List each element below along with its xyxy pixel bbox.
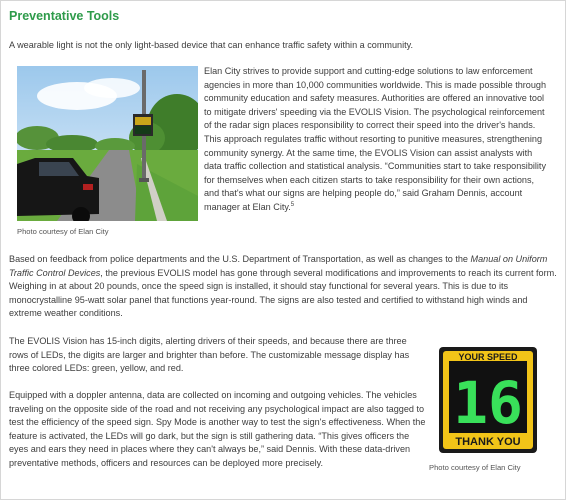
doppler-antenna-paragraph: Equipped with a doppler antenna, data are collected on incoming and outgoing vehicles. The vehicles traveling on the opposite side of the road and not receiving any psychological impact are also tagged to test the efficiency of the speed sign. Spy Mode is another way to test the sign's effectiveness. When the feature is activated, the LEDs will go dark, but the sign is still gathering data. “This gives officers the eyes and ears they need in places where they can't always be,” said Dennis. With these data-driven preventative methods, officers and resources can be deployed more precisely.: [9, 390, 426, 468]
evolis-history-paragraph: [9, 253, 559, 321]
manual-title: Manual on Uniform Traffic Control Devices: [9, 254, 548, 278]
intro-paragraph: A wearable light is not the only light-based device that can enhance traffic safety within a community.: [9, 40, 414, 50]
photo1-caption: Photo courtesy of Elan City: [17, 227, 109, 236]
street-speed-sign-photo: [17, 66, 198, 221]
history-text-part1: Based on feedback from police departments and the U.S. Department of Transportation, as well as changes to the: [9, 254, 471, 264]
sign-footer-text: THANK YOU: [455, 436, 521, 448]
evolis-digits-paragraph: The EVOLIS Vision has 15-inch digits, alerting drivers of their speeds, and because there are three rows of LEDs, the digits are larger and brighter than before. The customizable message display has three colored LEDs: green, yellow, and red.: [9, 336, 410, 374]
sign-speed-digits: 16: [453, 369, 523, 437]
section-title: Preventative Tools: [9, 9, 120, 23]
history-text-part2: , the previous EVOLIS model has gone through several modifications and improvements to reach its current form. Weighing in at about 20 pounds, once the speed sign is installed, it should stay functional for several years. This is due to its monocrystalline 95-watt solar panel that functions year-round. The signs are also tested and certified to withstand high winds and extreme weather conditions.: [9, 267, 557, 319]
evolis-sign-photo: [429, 341, 547, 458]
photo2-caption: Photo courtesy of Elan City: [429, 463, 521, 472]
evolis-sign-image: [429, 341, 547, 458]
sign-header-text: YOUR SPEED: [458, 352, 518, 362]
footnote-marker: 5: [290, 201, 295, 208]
elan-city-paragraph: [204, 65, 550, 215]
street-scene-image: [17, 66, 198, 221]
elan-city-paragraph-text: Elan City strives to provide support and cutting-edge solutions to law enforcement agencies in more than 10,000 communities worldwide. This is made possible through community education and safety measures. Authorities are offered an innovative tool to mitigate drivers' speeding via the EVOLIS Vision. The psychological reinforcement of the radar sign places responsibility to correct their speed into the driver's hands. This approach regulates traffic without resorting to punitive measures, strengthening community synergy. At the same time, the EVOLIS Vision can assist analysts with data traffic collection and statistical analysis. “Communities start to take responsibility for themselves when each citizen starts to take responsibility for their own actions, and that's what our signs are helping people do,” said Graham Dennis, account manager at Elan City.: [204, 66, 547, 212]
